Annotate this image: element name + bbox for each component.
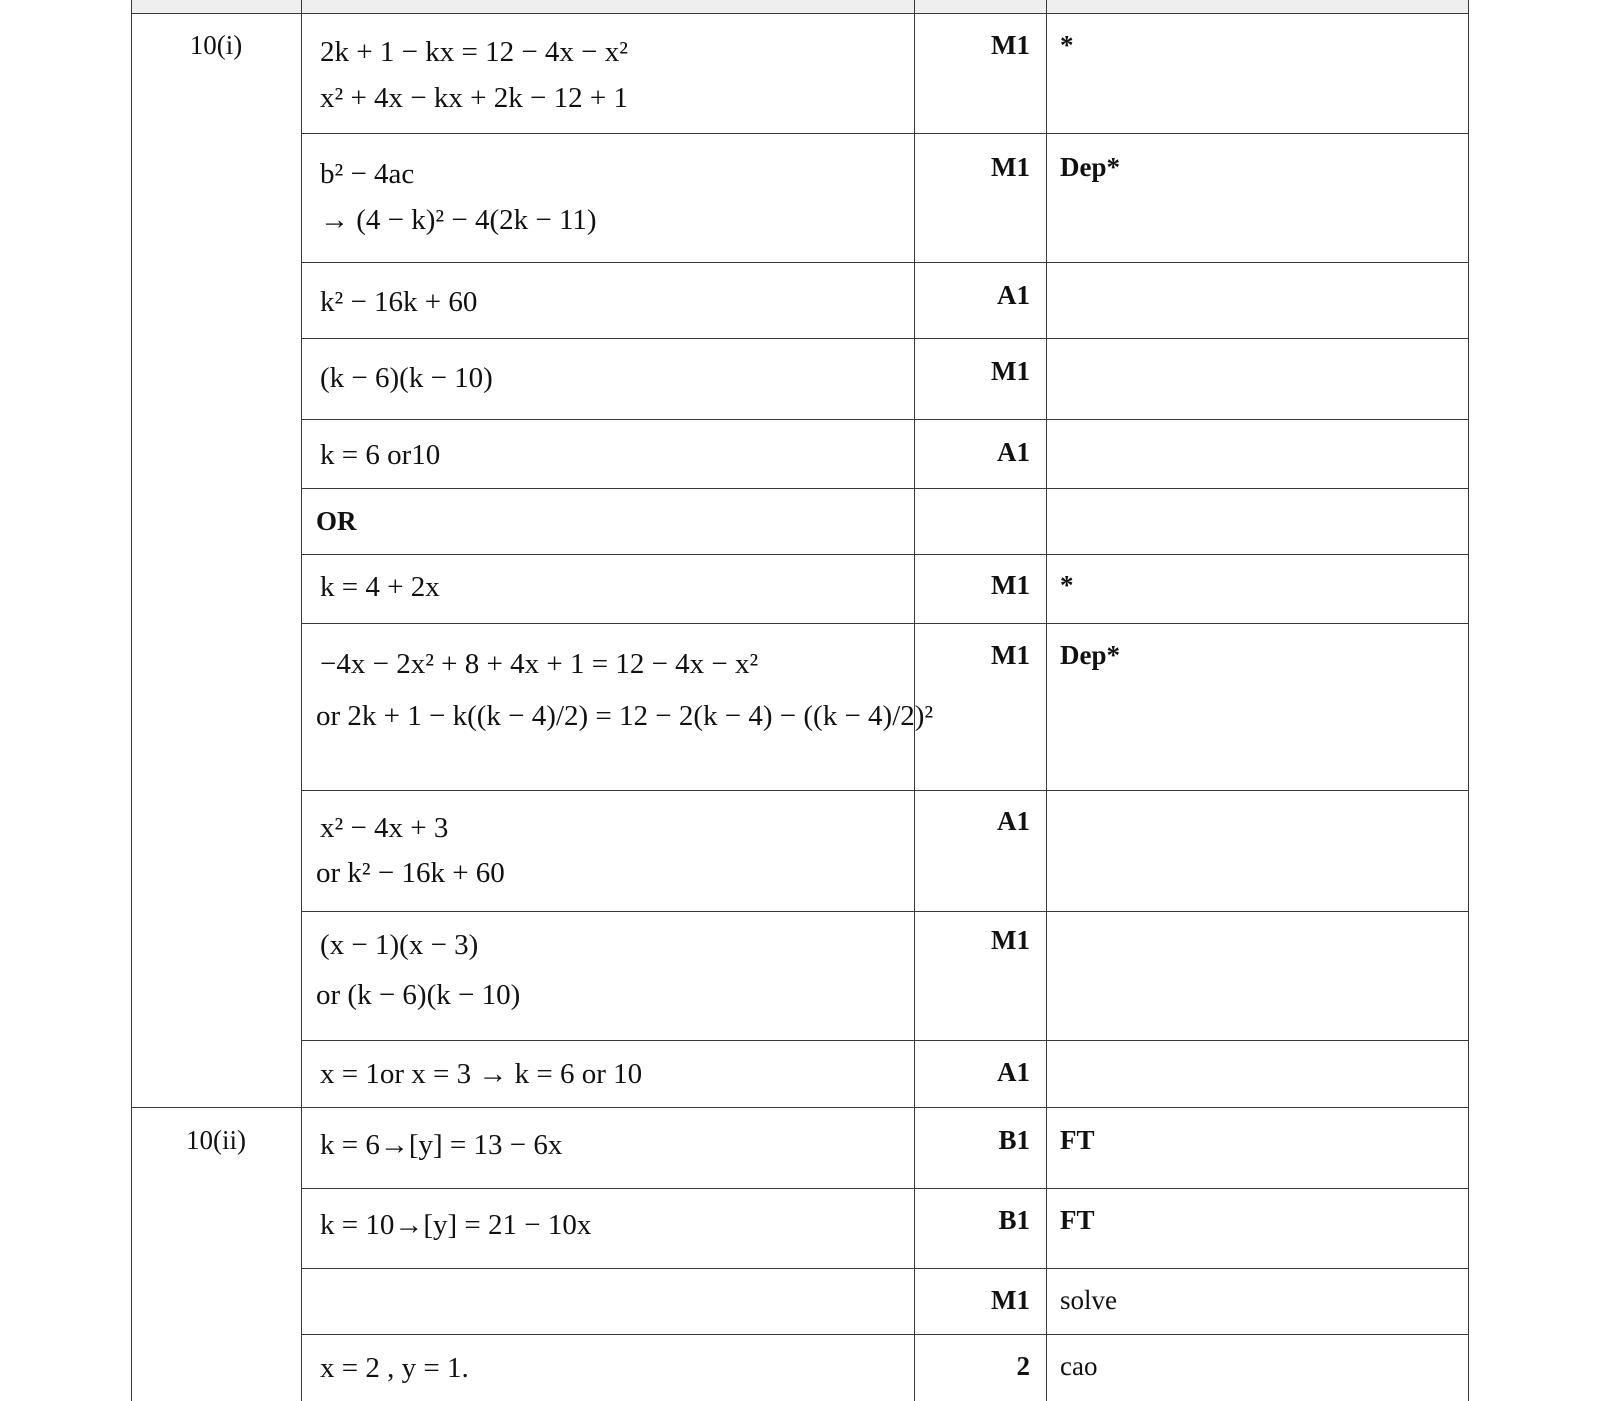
column-divider-guidance bbox=[1046, 0, 1047, 1401]
mark-value: A1 bbox=[997, 437, 1030, 467]
mark-value: A1 bbox=[997, 1057, 1030, 1087]
guidance-note: solve bbox=[1060, 1285, 1117, 1315]
mark-value: B1 bbox=[998, 1205, 1030, 1235]
header-band bbox=[131, 0, 1468, 14]
mark-value: M1 bbox=[991, 152, 1030, 182]
answer-line: (k − 6)(k − 10) bbox=[320, 362, 493, 394]
answer-line: or (k − 6)(k − 10) bbox=[316, 979, 521, 1011]
row-divider bbox=[301, 1188, 1469, 1189]
table-border-left bbox=[131, 0, 132, 1401]
mark-value: M1 bbox=[991, 30, 1030, 60]
row-divider bbox=[301, 488, 1469, 489]
answer-line: x² + 4x − kx + 2k − 12 + 1 bbox=[320, 82, 628, 114]
guidance-note: cao bbox=[1060, 1351, 1098, 1381]
row-divider bbox=[301, 790, 1469, 791]
answer-line: x² − 4x + 3 bbox=[320, 812, 449, 844]
answer-line: or k² − 16k + 60 bbox=[316, 857, 505, 889]
guidance-note: FT bbox=[1060, 1125, 1095, 1155]
answer-line: x = 2 , y = 1. bbox=[320, 1352, 469, 1384]
answer-line: k = 6 or10 bbox=[320, 439, 441, 471]
mark-value: M1 bbox=[991, 570, 1030, 600]
answer-line: → (4 − k)² − 4(2k − 11) bbox=[320, 204, 597, 236]
answer-line: 2k + 1 − kx = 12 − 4x − x² bbox=[320, 36, 628, 68]
mark-value: 2 bbox=[1016, 1351, 1030, 1381]
guidance-note: Dep* bbox=[1060, 640, 1120, 670]
mark-value: A1 bbox=[997, 280, 1030, 310]
answer-line: x = 1or x = 3 → k = 6 or 10 bbox=[320, 1058, 643, 1090]
alternative-method-label: OR bbox=[316, 506, 357, 536]
question-number: 10(ii) bbox=[186, 1125, 246, 1155]
answer-line: b² − 4ac bbox=[320, 158, 415, 190]
answer-line: k = 4 + 2x bbox=[320, 571, 440, 603]
guidance-note: FT bbox=[1060, 1205, 1095, 1235]
row-divider bbox=[301, 623, 1469, 624]
row-divider bbox=[301, 133, 1469, 134]
row-divider bbox=[301, 338, 1469, 339]
mark-value: M1 bbox=[991, 640, 1030, 670]
row-divider bbox=[301, 911, 1469, 912]
row-divider bbox=[301, 419, 1469, 420]
table-border-right bbox=[1468, 0, 1469, 1401]
guidance-note: * bbox=[1060, 570, 1074, 600]
row-divider bbox=[301, 1040, 1469, 1041]
mark-value: B1 bbox=[998, 1125, 1030, 1155]
answer-line: (x − 1)(x − 3) bbox=[320, 929, 479, 961]
mark-value: A1 bbox=[997, 806, 1030, 836]
section-divider bbox=[131, 1107, 1469, 1108]
guidance-note: * bbox=[1060, 30, 1074, 60]
answer-line: k² − 16k + 60 bbox=[320, 286, 478, 318]
mark-value: M1 bbox=[991, 925, 1030, 955]
mark-value: M1 bbox=[991, 356, 1030, 386]
mark-value: M1 bbox=[991, 1285, 1030, 1315]
row-divider bbox=[301, 262, 1469, 263]
answer-line: k = 10→[y] = 21 − 10x bbox=[320, 1209, 592, 1241]
answer-line: −4x − 2x² + 8 + 4x + 1 = 12 − 4x − x² bbox=[320, 648, 759, 680]
question-number: 10(i) bbox=[189, 30, 243, 60]
row-divider bbox=[131, 13, 1469, 14]
column-divider-answer bbox=[301, 0, 302, 1401]
guidance-note: Dep* bbox=[1060, 152, 1120, 182]
row-divider bbox=[301, 1268, 1469, 1269]
row-divider bbox=[301, 554, 1469, 555]
row-divider bbox=[301, 1334, 1469, 1335]
answer-line: or 2k + 1 − k((k − 4)/2) = 12 − 2(k − 4) − ((k − 4)/2)² bbox=[316, 700, 934, 732]
answer-line: k = 6→[y] = 13 − 6x bbox=[320, 1129, 563, 1161]
